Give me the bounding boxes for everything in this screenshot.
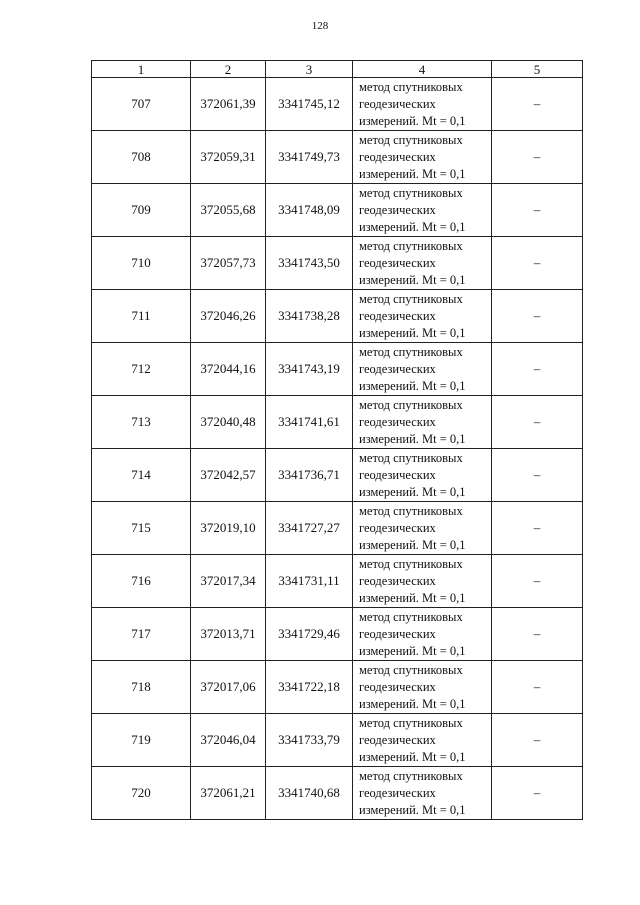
point-id-cell: 710 bbox=[92, 237, 191, 290]
x-coordinate-cell: 372013,71 bbox=[191, 608, 266, 661]
y-coordinate-cell: 3341729,46 bbox=[266, 608, 353, 661]
y-coordinate-cell: 3341738,28 bbox=[266, 290, 353, 343]
x-coordinate-cell: 372057,73 bbox=[191, 237, 266, 290]
method-line: измерений. Mt = 0,1 bbox=[359, 113, 466, 128]
method-cell bbox=[353, 714, 492, 767]
method-cell bbox=[353, 290, 492, 343]
point-id-cell: 713 bbox=[92, 396, 191, 449]
point-id-cell: 719 bbox=[92, 714, 191, 767]
method-line: метод спутниковых bbox=[359, 397, 463, 412]
point-id-cell: 712 bbox=[92, 343, 191, 396]
y-coordinate-cell: 3341743,19 bbox=[266, 343, 353, 396]
method-line: измерений. Mt = 0,1 bbox=[359, 272, 466, 287]
y-coordinate-cell: 3341736,71 bbox=[266, 449, 353, 502]
method-line: измерений. Mt = 0,1 bbox=[359, 484, 466, 499]
header-col-3: 3 bbox=[266, 61, 353, 78]
table-row bbox=[92, 502, 583, 555]
col5-cell: – bbox=[492, 396, 583, 449]
col5-cell: – bbox=[492, 237, 583, 290]
col5-cell: – bbox=[492, 449, 583, 502]
x-coordinate-cell: 372040,48 bbox=[191, 396, 266, 449]
method-line: измерений. Mt = 0,1 bbox=[359, 325, 466, 340]
method-line: геодезических bbox=[359, 732, 436, 747]
x-coordinate-cell: 372055,68 bbox=[191, 184, 266, 237]
method-line: метод спутниковых bbox=[359, 291, 463, 306]
table-body bbox=[92, 78, 583, 820]
col5-cell: – bbox=[492, 714, 583, 767]
method-line: измерений. Mt = 0,1 bbox=[359, 696, 466, 711]
method-cell bbox=[353, 396, 492, 449]
y-coordinate-cell: 3341741,61 bbox=[266, 396, 353, 449]
method-line: геодезических bbox=[359, 308, 436, 323]
method-line: метод спутниковых bbox=[359, 503, 463, 518]
point-id-cell: 714 bbox=[92, 449, 191, 502]
point-id-cell: 708 bbox=[92, 131, 191, 184]
method-line: геодезических bbox=[359, 520, 436, 535]
method-line: геодезических bbox=[359, 679, 436, 694]
table-row bbox=[92, 396, 583, 449]
table-row bbox=[92, 449, 583, 502]
header-row bbox=[92, 61, 583, 78]
method-line: метод спутниковых bbox=[359, 132, 463, 147]
col5-cell: – bbox=[492, 78, 583, 131]
x-coordinate-cell: 372046,04 bbox=[191, 714, 266, 767]
x-coordinate-cell: 372019,10 bbox=[191, 502, 266, 555]
point-id-cell: 711 bbox=[92, 290, 191, 343]
col5-cell: – bbox=[492, 290, 583, 343]
method-line: измерений. Mt = 0,1 bbox=[359, 590, 466, 605]
method-line: измерений. Mt = 0,1 bbox=[359, 537, 466, 552]
y-coordinate-cell: 3341722,18 bbox=[266, 661, 353, 714]
x-coordinate-cell: 372059,31 bbox=[191, 131, 266, 184]
table-row bbox=[92, 290, 583, 343]
method-line: измерений. Mt = 0,1 bbox=[359, 802, 466, 817]
x-coordinate-cell: 372017,06 bbox=[191, 661, 266, 714]
method-line: метод спутниковых bbox=[359, 344, 463, 359]
point-id-cell: 717 bbox=[92, 608, 191, 661]
method-line: геодезических bbox=[359, 361, 436, 376]
table-row bbox=[92, 237, 583, 290]
x-coordinate-cell: 372061,39 bbox=[191, 78, 266, 131]
method-line: метод спутниковых bbox=[359, 768, 463, 783]
method-cell bbox=[353, 237, 492, 290]
y-coordinate-cell: 3341749,73 bbox=[266, 131, 353, 184]
table-row bbox=[92, 131, 583, 184]
col5-cell: – bbox=[492, 343, 583, 396]
method-line: измерений. Mt = 0,1 bbox=[359, 378, 466, 393]
header-col-1: 1 bbox=[92, 61, 191, 78]
table-row bbox=[92, 184, 583, 237]
col5-cell: – bbox=[492, 502, 583, 555]
point-id-cell: 707 bbox=[92, 78, 191, 131]
method-cell bbox=[353, 131, 492, 184]
method-line: метод спутниковых bbox=[359, 238, 463, 253]
method-cell bbox=[353, 343, 492, 396]
method-cell bbox=[353, 502, 492, 555]
y-coordinate-cell: 3341745,12 bbox=[266, 78, 353, 131]
method-line: метод спутниковых bbox=[359, 185, 463, 200]
y-coordinate-cell: 3341743,50 bbox=[266, 237, 353, 290]
y-coordinate-cell: 3341748,09 bbox=[266, 184, 353, 237]
table-row bbox=[92, 78, 583, 131]
col5-cell: – bbox=[492, 661, 583, 714]
method-cell bbox=[353, 449, 492, 502]
method-line: геодезических bbox=[359, 96, 436, 111]
coordinates-table bbox=[91, 60, 583, 820]
header-col-5: 5 bbox=[492, 61, 583, 78]
x-coordinate-cell: 372061,21 bbox=[191, 767, 266, 820]
point-id-cell: 720 bbox=[92, 767, 191, 820]
method-cell bbox=[353, 767, 492, 820]
table-row bbox=[92, 608, 583, 661]
table-row bbox=[92, 714, 583, 767]
point-id-cell: 709 bbox=[92, 184, 191, 237]
col5-cell: – bbox=[492, 131, 583, 184]
y-coordinate-cell: 3341740,68 bbox=[266, 767, 353, 820]
x-coordinate-cell: 372042,57 bbox=[191, 449, 266, 502]
table-row bbox=[92, 661, 583, 714]
point-id-cell: 715 bbox=[92, 502, 191, 555]
method-line: измерений. Mt = 0,1 bbox=[359, 643, 466, 658]
method-line: метод спутниковых bbox=[359, 715, 463, 730]
table-row bbox=[92, 343, 583, 396]
method-line: метод спутниковых bbox=[359, 79, 463, 94]
method-line: измерений. Mt = 0,1 bbox=[359, 431, 466, 446]
method-line: метод спутниковых bbox=[359, 450, 463, 465]
point-id-cell: 718 bbox=[92, 661, 191, 714]
method-line: метод спутниковых bbox=[359, 556, 463, 571]
col5-cell: – bbox=[492, 767, 583, 820]
method-cell bbox=[353, 555, 492, 608]
y-coordinate-cell: 3341727,27 bbox=[266, 502, 353, 555]
method-line: измерений. Mt = 0,1 bbox=[359, 749, 466, 764]
table-row bbox=[92, 767, 583, 820]
header-col-4: 4 bbox=[353, 61, 492, 78]
header-col-2: 2 bbox=[191, 61, 266, 78]
method-line: геодезических bbox=[359, 785, 436, 800]
method-line: геодезических bbox=[359, 149, 436, 164]
col5-cell: – bbox=[492, 555, 583, 608]
col5-cell: – bbox=[492, 608, 583, 661]
y-coordinate-cell: 3341731,11 bbox=[266, 555, 353, 608]
method-cell bbox=[353, 661, 492, 714]
method-line: геодезических bbox=[359, 414, 436, 429]
col5-cell: – bbox=[492, 184, 583, 237]
method-line: геодезических bbox=[359, 202, 436, 217]
x-coordinate-cell: 372044,16 bbox=[191, 343, 266, 396]
method-line: геодезических bbox=[359, 467, 436, 482]
method-line: измерений. Mt = 0,1 bbox=[359, 219, 466, 234]
table-row bbox=[92, 555, 583, 608]
point-id-cell: 716 bbox=[92, 555, 191, 608]
method-cell bbox=[353, 184, 492, 237]
page-number: 128 bbox=[311, 20, 329, 32]
method-line: геодезических bbox=[359, 573, 436, 588]
table-header bbox=[92, 61, 583, 78]
method-cell bbox=[353, 78, 492, 131]
method-cell bbox=[353, 608, 492, 661]
x-coordinate-cell: 372017,34 bbox=[191, 555, 266, 608]
method-line: измерений. Mt = 0,1 bbox=[359, 166, 466, 181]
method-line: метод спутниковых bbox=[359, 662, 463, 677]
method-line: геодезических bbox=[359, 626, 436, 641]
y-coordinate-cell: 3341733,79 bbox=[266, 714, 353, 767]
method-line: метод спутниковых bbox=[359, 609, 463, 624]
x-coordinate-cell: 372046,26 bbox=[191, 290, 266, 343]
method-line: геодезических bbox=[359, 255, 436, 270]
